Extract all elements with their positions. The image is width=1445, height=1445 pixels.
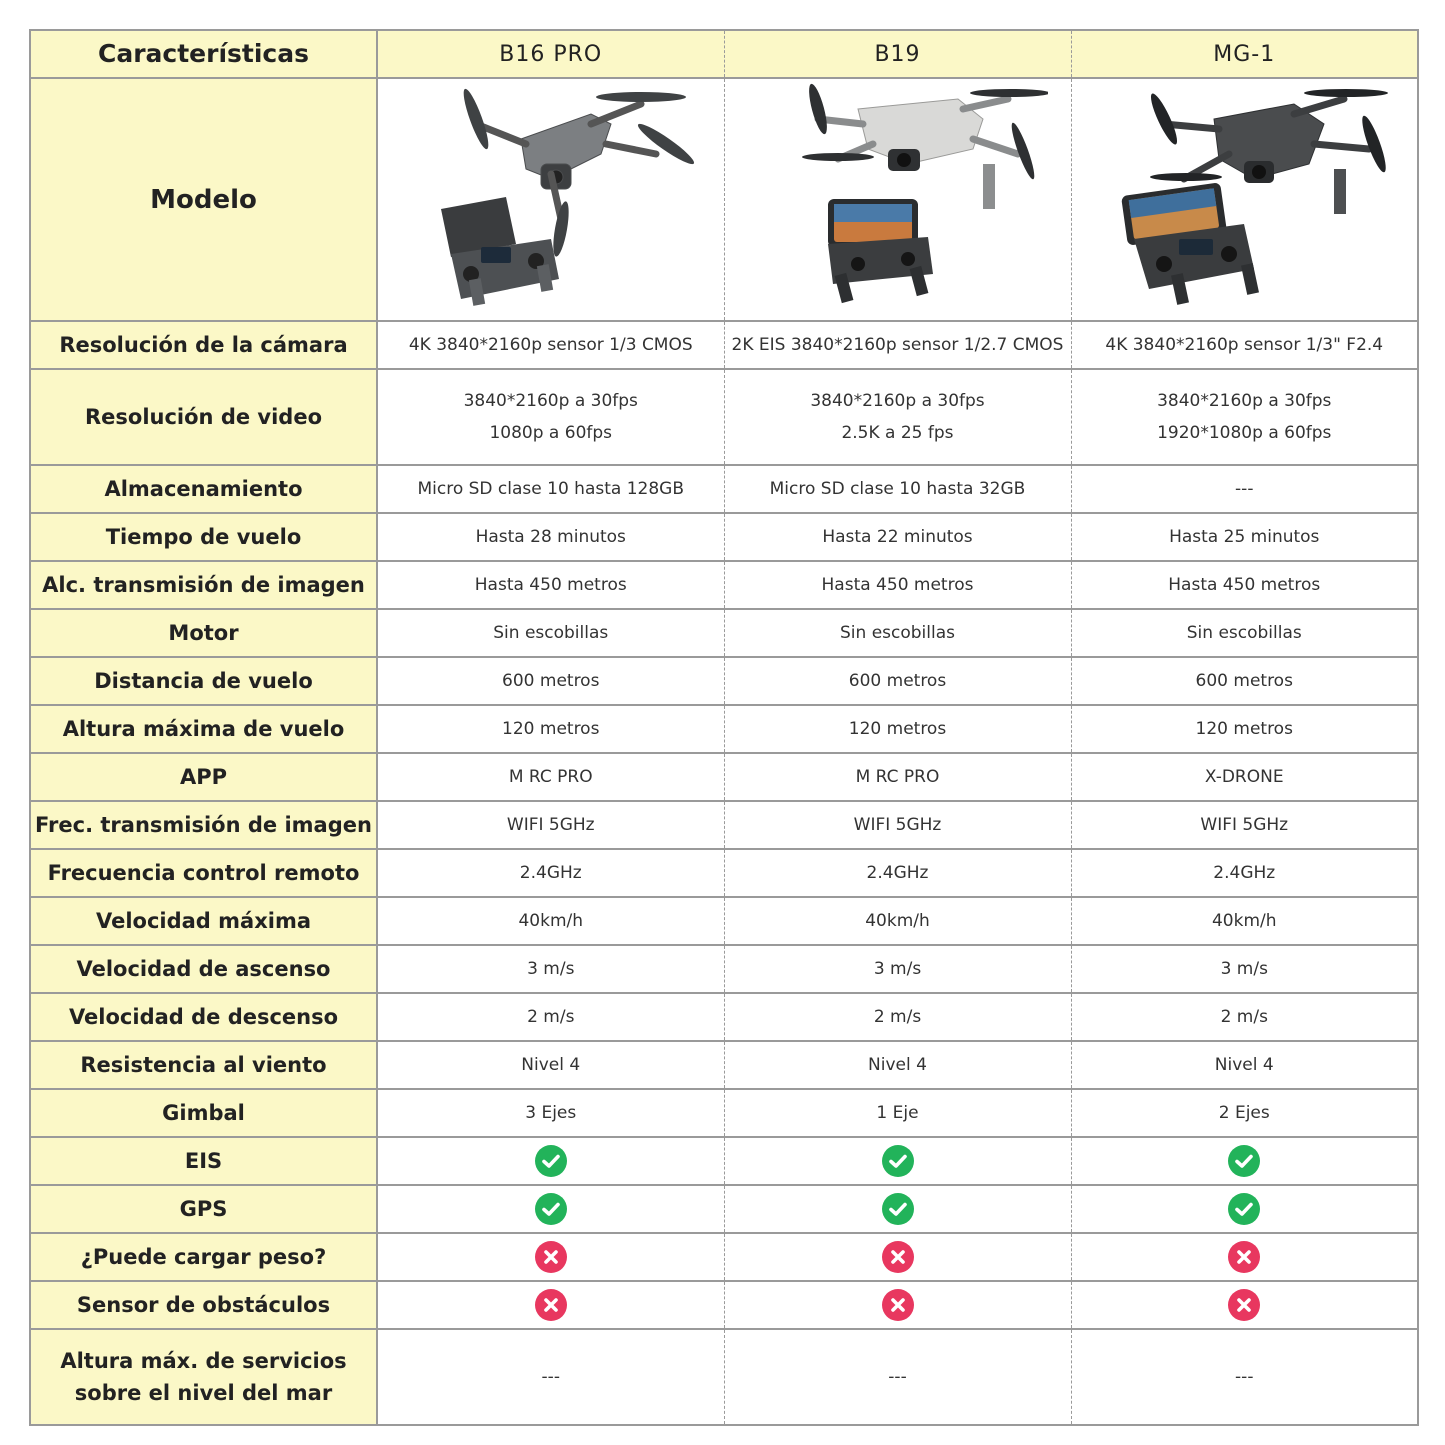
spec-value-mg1: Sin escobillas [1071, 609, 1418, 657]
spec-row [30, 897, 1418, 945]
cross-icon [1227, 1240, 1261, 1274]
spec-row [30, 561, 1418, 609]
spec-value-mg1: 120 metros [1071, 705, 1418, 753]
spec-value-line: 1920*1080p a 60fps [1157, 423, 1332, 443]
spec-value-b19: M RC PRO [724, 753, 1071, 801]
spec-value-mg1: 2 Ejes [1071, 1089, 1418, 1137]
spec-label: Frecuencia control remoto [30, 849, 377, 897]
spec-value-mg1 [1071, 1185, 1418, 1233]
spec-value-mg1: Hasta 450 metros [1071, 561, 1418, 609]
spec-value-b19: Micro SD clase 10 hasta 32GB [724, 465, 1071, 513]
spec-label: Velocidad máxima [30, 897, 377, 945]
spec-row [30, 849, 1418, 897]
spec-value-mg1: 40km/h [1071, 897, 1418, 945]
model-image-row [30, 78, 1418, 321]
spec-value-mg1: Hasta 25 minutos [1071, 513, 1418, 561]
spec-value-b19: Nivel 4 [724, 1041, 1071, 1089]
model-name-mg1: MG-1 [1071, 30, 1418, 78]
spec-row [30, 1041, 1418, 1089]
spec-value-b16pro: Hasta 28 minutos [377, 513, 724, 561]
header-row [30, 30, 1418, 78]
spec-value-mg1: 3 m/s [1071, 945, 1418, 993]
spec-value-b19: 2.4GHz [724, 849, 1071, 897]
spec-row [30, 321, 1418, 369]
spec-value-b19: 600 metros [724, 657, 1071, 705]
spec-value-b16pro: WIFI 5GHz [377, 801, 724, 849]
spec-value-b19: 1 Eje [724, 1089, 1071, 1137]
spec-label [30, 1329, 377, 1425]
drone-image-b16pro [377, 78, 724, 321]
cross-icon [534, 1240, 568, 1274]
spec-label: Motor [30, 609, 377, 657]
cross-icon [881, 1288, 915, 1322]
spec-label: Alc. transmisión de imagen [30, 561, 377, 609]
spec-value-b19 [724, 1233, 1071, 1281]
check-icon [881, 1144, 915, 1178]
spec-label: Gimbal [30, 1089, 377, 1137]
spec-value-b19 [724, 369, 1071, 465]
spec-value-b19: --- [724, 1329, 1071, 1425]
spec-row [30, 1329, 1418, 1425]
spec-value-b19 [724, 1281, 1071, 1329]
spec-value-mg1: WIFI 5GHz [1071, 801, 1418, 849]
spec-row [30, 1089, 1418, 1137]
spec-value-b16pro: 2 m/s [377, 993, 724, 1041]
spec-value-b19: Hasta 22 minutos [724, 513, 1071, 561]
spec-row [30, 1281, 1418, 1329]
spec-value-b16pro: Hasta 450 metros [377, 561, 724, 609]
spec-row [30, 1233, 1418, 1281]
comparison-table [29, 29, 1419, 1426]
spec-row [30, 1185, 1418, 1233]
spec-value-b16pro: Sin escobillas [377, 609, 724, 657]
spec-value-b16pro: 2.4GHz [377, 849, 724, 897]
spec-label: Altura máxima de vuelo [30, 705, 377, 753]
spec-value-b16pro [377, 1185, 724, 1233]
spec-value-b16pro: Micro SD clase 10 hasta 128GB [377, 465, 724, 513]
spec-row [30, 513, 1418, 561]
spec-label: Resistencia al viento [30, 1041, 377, 1089]
spec-row [30, 657, 1418, 705]
spec-value-mg1 [1071, 1137, 1418, 1185]
spec-value-line: 2.5K a 25 fps [841, 423, 954, 443]
spec-value-b19: 120 metros [724, 705, 1071, 753]
spec-value-b16pro [377, 369, 724, 465]
spec-value-b16pro: --- [377, 1329, 724, 1425]
spec-label: Tiempo de vuelo [30, 513, 377, 561]
spec-label: Distancia de vuelo [30, 657, 377, 705]
model-name-b19: B19 [724, 30, 1071, 78]
spec-value-mg1: 600 metros [1071, 657, 1418, 705]
spec-row [30, 369, 1418, 465]
spec-row [30, 945, 1418, 993]
spec-value-b16pro: 4K 3840*2160p sensor 1/3 CMOS [377, 321, 724, 369]
spec-value-b16pro: Nivel 4 [377, 1041, 724, 1089]
check-icon [1227, 1144, 1261, 1178]
drone-b19-icon [748, 79, 1048, 309]
spec-row [30, 753, 1418, 801]
drone-b16pro-icon [401, 79, 701, 309]
spec-value-b19: Sin escobillas [724, 609, 1071, 657]
spec-value-b19: Hasta 450 metros [724, 561, 1071, 609]
check-icon [534, 1192, 568, 1226]
spec-value-mg1: --- [1071, 465, 1418, 513]
cross-icon [534, 1288, 568, 1322]
spec-label: Velocidad de ascenso [30, 945, 377, 993]
spec-value-b16pro: 3 m/s [377, 945, 724, 993]
spec-label: Sensor de obstáculos [30, 1281, 377, 1329]
spec-row [30, 801, 1418, 849]
check-icon [1227, 1192, 1261, 1226]
spec-label: Velocidad de descenso [30, 993, 377, 1041]
spec-value-mg1: Nivel 4 [1071, 1041, 1418, 1089]
check-icon [881, 1192, 915, 1226]
spec-value-line: 1080p a 60fps [489, 423, 613, 443]
spec-value-b16pro [377, 1137, 724, 1185]
spec-value-b16pro: M RC PRO [377, 753, 724, 801]
spec-value-b16pro [377, 1281, 724, 1329]
cross-icon [881, 1240, 915, 1274]
spec-value-mg1: 2.4GHz [1071, 849, 1418, 897]
spec-label: ¿Puede cargar peso? [30, 1233, 377, 1281]
spec-value-b16pro: 3 Ejes [377, 1089, 724, 1137]
spec-value-mg1: 2 m/s [1071, 993, 1418, 1041]
spec-value-b16pro: 40km/h [377, 897, 724, 945]
cross-icon [1227, 1288, 1261, 1322]
spec-label: EIS [30, 1137, 377, 1185]
spec-value-line: 3840*2160p a 30fps [810, 391, 985, 411]
spec-value-b19: WIFI 5GHz [724, 801, 1071, 849]
spec-value-mg1: 4K 3840*2160p sensor 1/3" F2.4 [1071, 321, 1418, 369]
spec-value-b16pro: 600 metros [377, 657, 724, 705]
spec-row [30, 609, 1418, 657]
spec-value-mg1: --- [1071, 1329, 1418, 1425]
spec-label: Resolución de la cámara [30, 321, 377, 369]
check-icon [534, 1144, 568, 1178]
spec-value-b16pro: 120 metros [377, 705, 724, 753]
spec-value-line: 3840*2160p a 30fps [1157, 391, 1332, 411]
spec-row [30, 1137, 1418, 1185]
spec-value-line: 3840*2160p a 30fps [463, 391, 638, 411]
spec-value-mg1: X-DRONE [1071, 753, 1418, 801]
spec-value-b19: 40km/h [724, 897, 1071, 945]
spec-label: Almacenamiento [30, 465, 377, 513]
spec-label-line: Altura máx. de servicios [60, 1349, 347, 1373]
spec-value-b19 [724, 1137, 1071, 1185]
spec-value-b19: 2 m/s [724, 993, 1071, 1041]
spec-row [30, 705, 1418, 753]
spec-value-mg1 [1071, 1281, 1418, 1329]
drone-image-mg1 [1071, 78, 1418, 321]
spec-value-mg1 [1071, 1233, 1418, 1281]
header-label: Características [30, 30, 377, 78]
spec-value-b19 [724, 1185, 1071, 1233]
spec-label: Frec. transmisión de imagen [30, 801, 377, 849]
model-row-label: Modelo [30, 78, 377, 321]
model-name-b16pro: B16 PRO [377, 30, 724, 78]
spec-value-b19: 2K EIS 3840*2160p sensor 1/2.7 CMOS [724, 321, 1071, 369]
spec-label: APP [30, 753, 377, 801]
drone-image-b19 [724, 78, 1071, 321]
spec-value-mg1 [1071, 369, 1418, 465]
spec-row [30, 993, 1418, 1041]
spec-label-line: sobre el nivel del mar [74, 1381, 333, 1405]
spec-value-b19: 3 m/s [724, 945, 1071, 993]
spec-label: GPS [30, 1185, 377, 1233]
spec-row [30, 465, 1418, 513]
drone-mg1-icon [1094, 79, 1394, 309]
spec-label: Resolución de video [30, 369, 377, 465]
spec-value-b16pro [377, 1233, 724, 1281]
